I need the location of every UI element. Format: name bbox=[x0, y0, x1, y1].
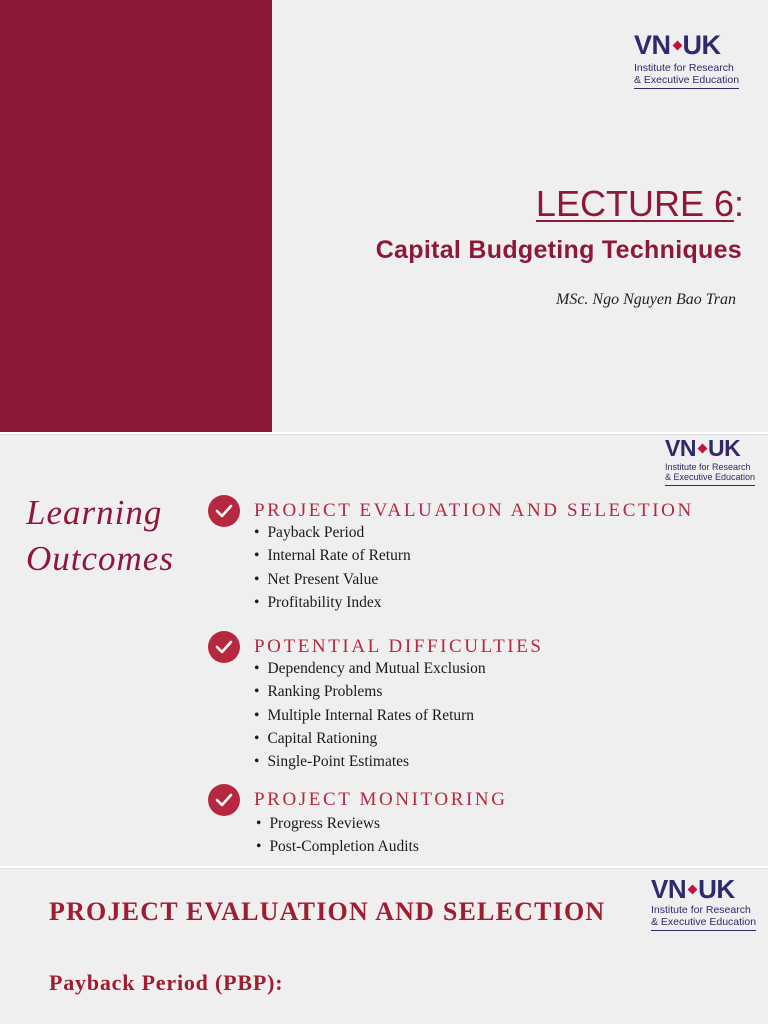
vnuk-logo-mark: VN UK bbox=[651, 874, 735, 904]
list-item: • Payback Period bbox=[254, 521, 694, 544]
vnuk-logo-caption: Institute for Research & Executive Education bbox=[634, 62, 739, 89]
checkmark-icon bbox=[208, 784, 240, 816]
red-color-block bbox=[0, 0, 272, 432]
list-item: • Post-Completion Audits bbox=[256, 835, 508, 858]
list-item: • Internal Rate of Return bbox=[254, 544, 694, 567]
vnuk-logo-caption: Institute for Research & Executive Education bbox=[665, 462, 755, 486]
outcome-section-difficulties bbox=[208, 631, 544, 773]
title-slide bbox=[0, 0, 768, 432]
list-item: • Single-Point Estimates bbox=[254, 750, 544, 773]
checkmark-icon bbox=[208, 631, 240, 663]
lecture-title: LECTURE 6: bbox=[535, 183, 744, 224]
list-item: • Dependency and Mutual Exclusion bbox=[254, 657, 544, 680]
slide-title: PROJECT EVALUATION AND SELECTION bbox=[49, 897, 606, 926]
section-heading: POTENTIAL DIFFICULTIES bbox=[254, 636, 544, 657]
evaluation-slide bbox=[0, 868, 768, 1024]
list-item: • Profitability Index bbox=[254, 591, 694, 614]
section-heading: PROJECT MONITORING bbox=[254, 789, 508, 810]
learning-outcomes-slide bbox=[0, 434, 768, 866]
list-item: • Capital Rationing bbox=[254, 727, 544, 750]
list-item: • Progress Reviews bbox=[256, 812, 508, 835]
lecture-subtitle: Capital Budgeting Techniques bbox=[375, 236, 742, 264]
checkmark-icon bbox=[208, 495, 240, 527]
vnuk-logo bbox=[651, 876, 756, 931]
list-item: • Multiple Internal Rates of Return bbox=[254, 704, 544, 727]
learning-outcomes-title: Learning Outcomes bbox=[26, 493, 174, 578]
list-item: • Ranking Problems bbox=[254, 680, 544, 703]
logo-diamond-icon bbox=[672, 41, 682, 51]
section-heading: PROJECT EVALUATION AND SELECTION bbox=[254, 500, 694, 521]
vnuk-logo-mark: VN UK bbox=[634, 30, 721, 60]
logo-diamond-icon bbox=[688, 884, 698, 894]
vnuk-logo bbox=[634, 32, 739, 89]
vnuk-logo bbox=[665, 437, 755, 486]
vnuk-logo-mark: VN UK bbox=[665, 435, 741, 461]
list-item: • Net Present Value bbox=[254, 568, 694, 591]
logo-diamond-icon bbox=[698, 444, 708, 454]
lecture-author: MSc. Ngo Nguyen Bao Tran bbox=[556, 291, 736, 308]
outcome-section-monitoring bbox=[208, 784, 508, 859]
outcome-section-evaluation bbox=[208, 495, 694, 614]
slide-subtitle: Payback Period (PBP): bbox=[49, 970, 284, 995]
vnuk-logo-caption: Institute for Research & Executive Education bbox=[651, 904, 756, 931]
